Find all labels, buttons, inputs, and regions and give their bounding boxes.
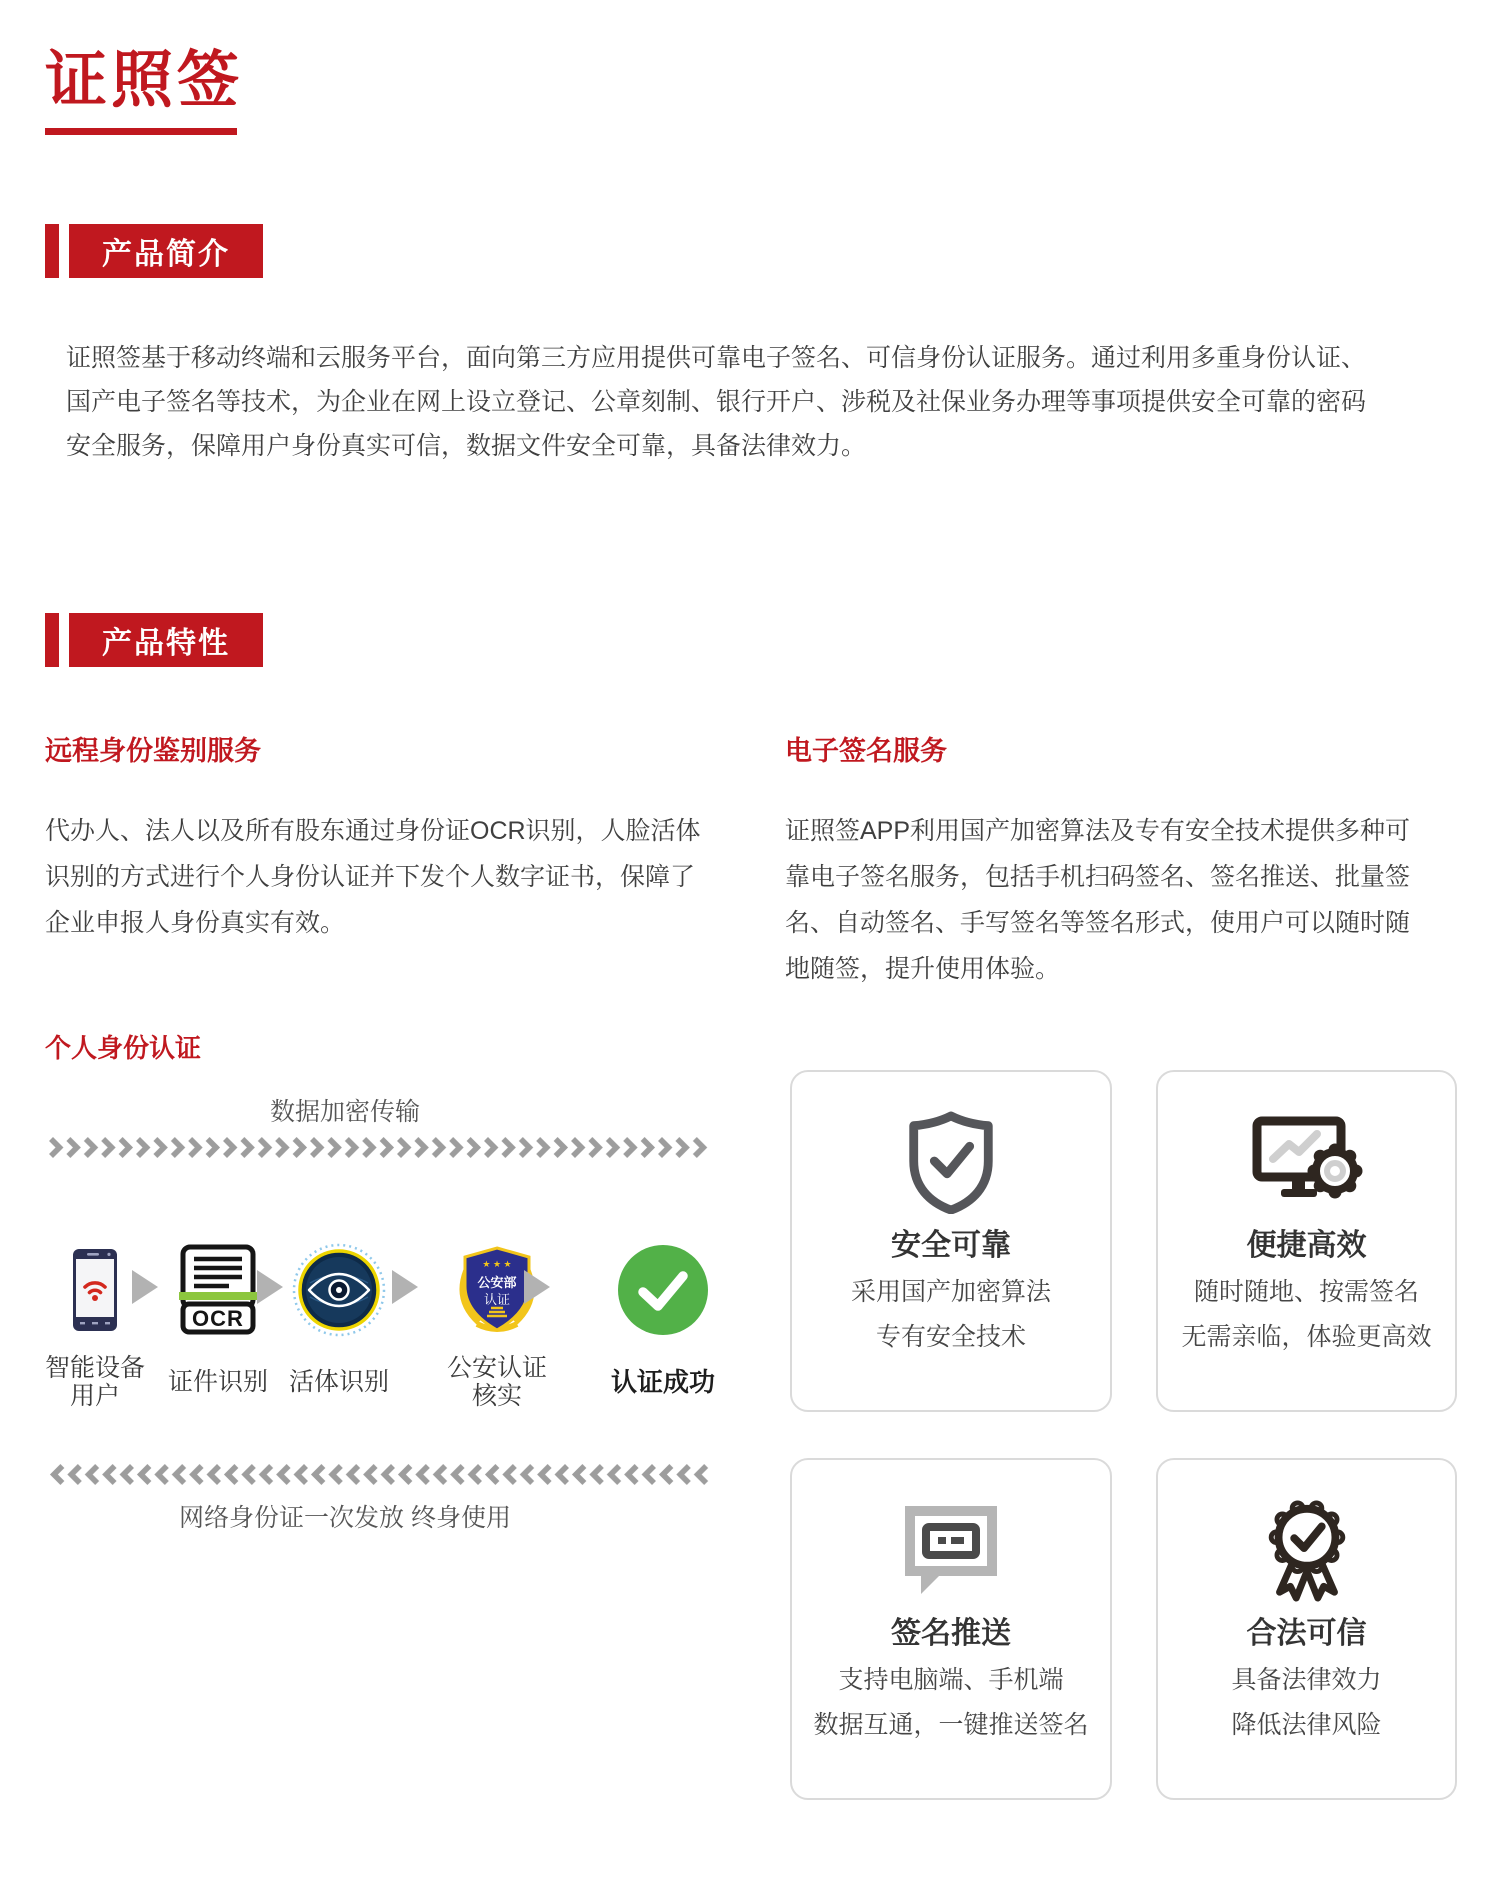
- card-line: 具备法律效力: [1231, 1666, 1382, 1694]
- card-line: 支持电脑端、手机端: [838, 1666, 1064, 1694]
- remote-identity-paragraph: [45, 808, 701, 946]
- flow-arrow-icon: [524, 1270, 550, 1304]
- monitor-gear-icon: [1251, 1112, 1363, 1212]
- paragraph-line: 识别的方式进行个人身份认证并下发个人数字证书，保障了: [45, 863, 696, 891]
- paragraph-line: 企业申报人身份真实有效。: [45, 909, 346, 937]
- flow-step-smart-device: [45, 1240, 145, 1411]
- feature-card-efficient: [1156, 1070, 1457, 1412]
- shield-check-icon: [903, 1112, 999, 1212]
- card-line: 随时随地、按需签名: [1193, 1278, 1419, 1306]
- personal-identity-heading: 个人身份认证: [45, 1033, 202, 1063]
- paragraph-line: 地随签，提升使用体验。: [785, 955, 1061, 983]
- card-title: 签名推送: [891, 1617, 1011, 1650]
- feature-card-secure: [790, 1070, 1112, 1412]
- liveness-eye-icon: [292, 1240, 386, 1340]
- success-check-icon: [617, 1240, 709, 1340]
- card-line: 采用国产加密算法: [850, 1278, 1051, 1306]
- intro-section-banner: 产品简介: [69, 224, 263, 278]
- title-underline: [45, 128, 237, 135]
- badge-text-line1: 公安部: [477, 1275, 517, 1290]
- intro-banner-accent-bar: [45, 224, 59, 278]
- flow-arrow-icon: [132, 1270, 158, 1304]
- card-line: 数据互通，一键推送签名: [813, 1711, 1089, 1739]
- esignature-paragraph: [785, 808, 1410, 992]
- intro-paragraph: [66, 336, 1366, 468]
- features-section-banner: 产品特性: [69, 613, 263, 667]
- ocr-label: OCR: [192, 1306, 244, 1331]
- flow-step-label: 公安认证 核实: [447, 1354, 548, 1410]
- paragraph-line: 证照签基于移动终端和云服务平台，面向第三方应用提供可靠电子签名、可信身份认证服务。通过利用多重身份认证、: [66, 344, 1367, 372]
- flow-step-label: 活体识别: [289, 1368, 390, 1396]
- badge-stars: ★ ★ ★: [482, 1259, 512, 1269]
- badge-text-line2: 认证: [483, 1292, 511, 1307]
- card-title: 合法可信: [1246, 1617, 1367, 1650]
- paragraph-line: 证照签APP利用国产加密算法及专有安全技术提供多种可: [785, 817, 1411, 845]
- legal-medal-icon: [1259, 1500, 1355, 1600]
- paragraph-line: 名、自动签名、手写签名等签名形式，使用户可以随时随: [785, 909, 1411, 937]
- identity-flow: [45, 1240, 735, 1425]
- paragraph-line: 靠电子签名服务，包括手机扫码签名、签名推送、批量签: [785, 863, 1411, 891]
- flow-step-liveness: [289, 1240, 389, 1411]
- page-title: 证照签: [45, 46, 244, 115]
- paragraph-line: 国产电子签名等技术，为企业在网上设立登记、公章刻制、银行开户、涉税及社保业务办理等事项提供安全可靠的密码: [66, 388, 1367, 416]
- feature-card-legal: [1156, 1458, 1457, 1800]
- paragraph-line: 代办人、法人以及所有股东通过身份证OCR识别，人脸活体: [45, 817, 701, 845]
- card-line: 降低法律风险: [1231, 1711, 1382, 1739]
- flow-step-label: 认证成功: [611, 1367, 716, 1397]
- flow-step-label: 智能设备 用户: [45, 1354, 146, 1410]
- flow-top-caption: 数据加密传输: [269, 1098, 420, 1126]
- flow-bottom-caption: 网络身份证一次发放 终身使用: [179, 1504, 511, 1532]
- esignature-heading: 电子签名服务: [785, 736, 947, 766]
- ocr-document-icon: [179, 1240, 257, 1340]
- chevrons-left-row: [48, 1464, 710, 1485]
- flow-arrow-icon: [257, 1270, 283, 1304]
- card-title: 便捷高效: [1246, 1229, 1367, 1262]
- card-line: 专有安全技术: [875, 1323, 1026, 1351]
- remote-identity-heading: 远程身份鉴别服务: [45, 736, 261, 766]
- feature-card-signature-push: [790, 1458, 1112, 1800]
- flow-step-police-verify: [447, 1240, 547, 1411]
- signature-push-icon: [899, 1500, 1003, 1600]
- card-title: 安全可靠: [891, 1229, 1011, 1262]
- flow-step-success: [611, 1240, 716, 1411]
- flow-arrow-icon: [392, 1270, 418, 1304]
- smartphone-icon: [72, 1240, 118, 1340]
- paragraph-line: 安全服务，保障用户身份真实可信，数据文件安全可靠，具备法律效力。: [66, 432, 867, 460]
- chevrons-right-row: [48, 1137, 710, 1158]
- flow-step-ocr: [168, 1240, 268, 1411]
- flow-step-label: 证件识别: [168, 1368, 269, 1396]
- card-line: 无需亲临，体验更高效: [1181, 1323, 1432, 1351]
- features-banner-accent-bar: [45, 613, 59, 667]
